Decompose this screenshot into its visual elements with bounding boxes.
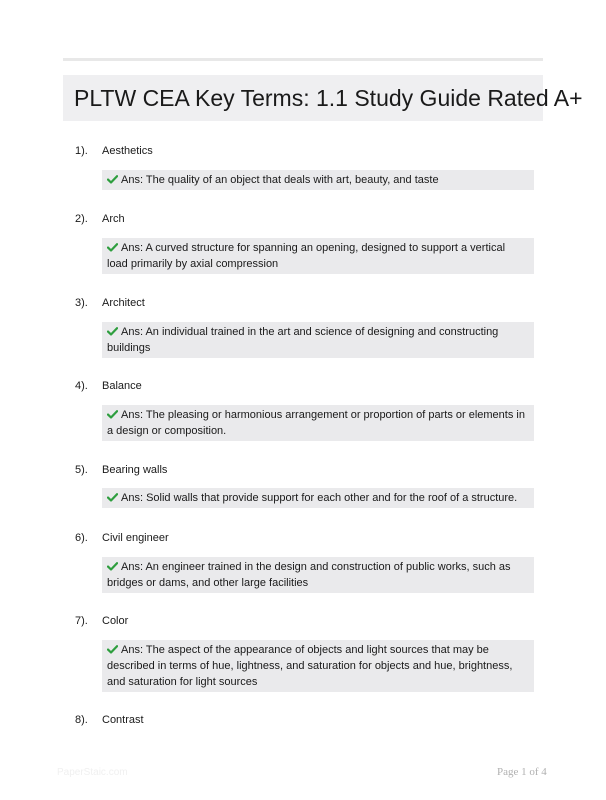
answer-box bbox=[102, 405, 534, 441]
title-box bbox=[63, 75, 583, 121]
footer-watermark: PaperStaic.com bbox=[57, 767, 128, 778]
page-number: Page 1 of 4 bbox=[497, 766, 547, 778]
answer-box bbox=[102, 170, 534, 190]
question-term: Arch bbox=[102, 213, 125, 225]
question-term: Aesthetics bbox=[102, 145, 153, 157]
question-term: Color bbox=[102, 615, 129, 627]
question-term: Contrast bbox=[102, 714, 144, 726]
page-title: PLTW CEA Key Terms: 1.1 Study Guide Rated A+ bbox=[74, 84, 583, 111]
answer-text: Ans: The quality of an object that deals with art, beauty, and taste bbox=[121, 174, 439, 186]
answer-text: Ans: A curved structure for spanning an opening, designed to support a vertical load primarily by axial compression bbox=[107, 242, 506, 270]
answer-box bbox=[102, 488, 534, 508]
top-rule bbox=[63, 58, 543, 61]
question-term: Architect bbox=[102, 297, 145, 309]
question-number: 1). bbox=[75, 145, 88, 157]
question-number: 2). bbox=[75, 213, 88, 225]
question-term: Bearing walls bbox=[102, 464, 168, 476]
answer-text: Ans: An individual trained in the art and science of designing and constructing buildings bbox=[107, 326, 499, 354]
answer-box bbox=[102, 557, 534, 593]
question-term: Balance bbox=[102, 380, 142, 392]
check-icon bbox=[107, 410, 118, 419]
answer-text: Ans: Solid walls that provide support for each other and for the roof of a structure. bbox=[121, 492, 518, 504]
question-number: 3). bbox=[75, 297, 88, 309]
check-icon bbox=[107, 562, 118, 571]
answer-text: Ans: The aspect of the appearance of objects and light sources that may be described in terms of hue, lightness, and saturation for objects and hue, brightness, and saturation for light sources bbox=[107, 644, 513, 688]
check-icon bbox=[107, 493, 118, 502]
question-term: Civil engineer bbox=[102, 532, 169, 544]
answer-text: Ans: An engineer trained in the design and construction of public works, such as bridges or dams, and other large facilities bbox=[107, 561, 511, 589]
answer-text: Ans: The pleasing or harmonious arrangement or proportion of parts or elements in a design or composition. bbox=[107, 409, 525, 437]
question-number: 8). bbox=[75, 714, 88, 726]
check-icon bbox=[107, 327, 118, 336]
answer-box bbox=[102, 640, 534, 692]
question-number: 5). bbox=[75, 464, 88, 476]
question-number: 7). bbox=[75, 615, 88, 627]
answer-box bbox=[102, 322, 534, 358]
check-icon bbox=[107, 175, 118, 184]
check-icon bbox=[107, 645, 118, 654]
answer-box bbox=[102, 238, 534, 274]
question-number: 6). bbox=[75, 532, 88, 544]
check-icon bbox=[107, 243, 118, 252]
question-number: 4). bbox=[75, 380, 88, 392]
